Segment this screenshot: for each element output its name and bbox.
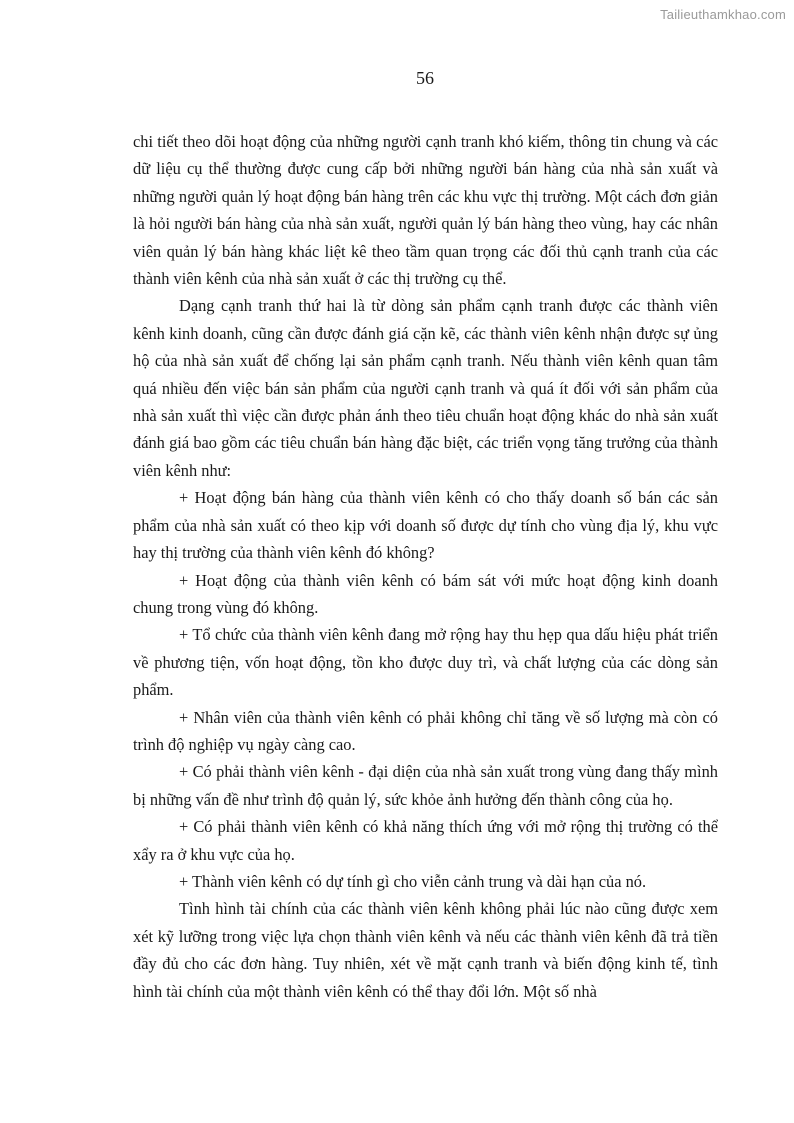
paragraph-continuation: chi tiết theo dõi hoạt động của những người cạnh tranh khó kiếm, thông tin chung và các dữ liệu cụ thể thường được cung cấp bởi những người bán hàng của nhà sản xuất và những người quản lý hoạt động bán hàng trên các khu vực thị trường. Một cách đơn giản là hỏi người bán hàng của nhà sản xuất, người quản lý bán hàng theo vùng, hay các nhân viên quản lý bán hàng khác liệt kê theo tầm quan trọng các đối thủ cạnh tranh của các thành viên kênh của nhà sản xuất ở các thị trường cụ thể.	[133, 132, 718, 289]
bullet-business-activity: + Hoạt động của thành viên kênh có bám sát với mức hoạt động kinh doanh chung trong vùng đó không.	[133, 570, 718, 617]
bullet-sales-performance: + Hoạt động bán hàng của thành viên kênh có cho thấy doanh số bán các sản phẩm của nhà sản xuất có theo kịp với doanh số được dự tính cho vùng địa lý, khu vực hay thị trường của thành viên kênh đó không?	[133, 488, 718, 563]
bullet-management-issues: + Có phải thành viên kênh - đại diện của nhà sản xuất trong vùng đang thấy mình bị những vấn đề như trình độ quản lý, sức khỏe ảnh hưởng đến thành công của họ.	[133, 762, 718, 809]
paragraph-financial-situation: Tình hình tài chính của các thành viên kênh không phải lúc nào cũng được xem xét kỹ lưỡng trong việc lựa chọn thành viên kênh và nếu các thành viên kênh đã trả tiền đầy đủ cho các đơn hàng. Tuy nhiên, xét về mặt cạnh tranh và biến động kinh tế, tình hình tài chính của một thành viên kênh có thể thay đổi lớn. Một số nhà	[133, 899, 718, 1001]
page-number: 56	[416, 68, 434, 88]
bullet-organization-growth: + Tổ chức của thành viên kênh đang mở rộng hay thu hẹp qua dấu hiệu phát triển về phương tiện, vốn hoạt động, tồn kho được duy trì, và chất lượng của các dòng sản phẩm.	[133, 625, 718, 700]
watermark-text: Tailieuthamkhao.com	[660, 7, 786, 22]
document-body	[133, 128, 718, 1005]
bullet-future-outlook: + Thành viên kênh có dự tính gì cho viễn cảnh trung và dài hạn của nó.	[179, 871, 647, 891]
paragraph-competition-product-lines: Dạng cạnh tranh thứ hai là từ dòng sản phẩm cạnh tranh được các thành viên kênh kinh doanh, cũng cần được đánh giá cặn kẽ, các thành viên kênh nhận được sự ủng hộ của nhà sản xuất để chống lại sản phẩm cạnh tranh. Nếu thành viên kênh quan tâm quá nhiều đến việc bán sản phẩm của người cạnh tranh và quá ít đối với sản phẩm của nhà sản xuất thì việc cần được phản ánh theo tiêu chuẩn hoạt động khác do nhà sản xuất đánh giá bao gồm các tiêu chuẩn bán hàng đặc biệt, các triển vọng tăng trưởng của thành viên kênh như:	[133, 296, 718, 480]
bullet-staff-quality: + Nhân viên của thành viên kênh có phải không chỉ tăng về số lượng mà còn có trình độ nghiệp vụ ngày càng cao.	[133, 707, 718, 754]
bullet-market-adaptability: + Có phải thành viên kênh có khả năng thích ứng với mở rộng thị trường có thể xẩy ra ở khu vực của họ.	[133, 817, 718, 864]
